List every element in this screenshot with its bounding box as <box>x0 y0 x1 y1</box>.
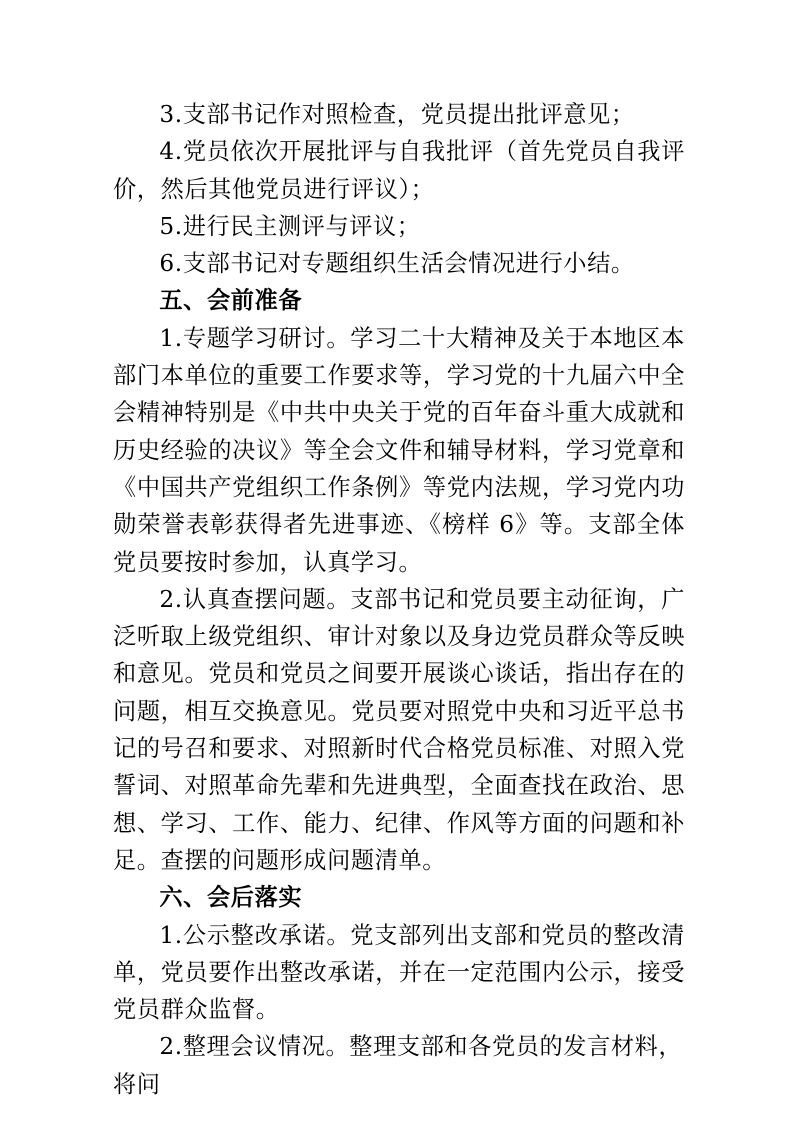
post-meeting-item-2: 2.整理会议情况。整理支部和各党员的发言材料，将问 <box>113 1033 683 1098</box>
pre-meeting-item-2: 2.认真查摆问题。支部书记和党员要主动征询，广泛听取上级党组织、审计对象以及身边党员群众等反映和意见。党员和党员之间要开展谈心谈话，指出存在的问题，相互交换意见。党员要对照党中央和习近平总书记的号召和要求、对照新时代合格党员标准、对照入党誓词、对照革命先辈和先进典型，全面查找在政治、思想、学习、工作、能力、纪律、作风等方面的问题和补足。查摆的问题形成问题清单。 <box>113 585 685 874</box>
agenda-item-6: 6.支部书记对专题组织生活会情况进行小结。 <box>159 250 635 278</box>
agenda-item-5: 5.进行民主测评与评议； <box>159 212 421 240</box>
post-meeting-item-1: 1.公示整改承诺。党支部列出支部和党员的整改清单，党员要作出整改承诺，并在一定范围内公示，接受党员群众监督。 <box>113 921 685 1024</box>
section-heading-six: 六、会后落实 <box>159 884 303 912</box>
agenda-item-3: 3.支部书记作对照检查，党员提出批评意见； <box>159 101 635 128</box>
pre-meeting-item-1: 1.专题学习研讨。学习二十大精神及关于本地区本部门本单位的重要工作要求等，学习党的十九届六中全会精神特别是《中共中央关于党的百年奋斗重大成就和历史经验的决议》等全会文件和辅导材料，学习党章和《中国共产党组织工作条例》等党内法规，学习党内功勋荣誉表彰获得者先进事迹、《榜样 6》等。支部全体党员要按时参加，认真学习。 <box>113 324 685 576</box>
section-heading-five: 五、会前准备 <box>159 287 303 315</box>
agenda-item-4: 4.党员依次开展批评与自我批评（首先党员自我评价，然后其他党员进行评议）； <box>113 138 685 203</box>
document-text-body <box>113 96 685 1103</box>
